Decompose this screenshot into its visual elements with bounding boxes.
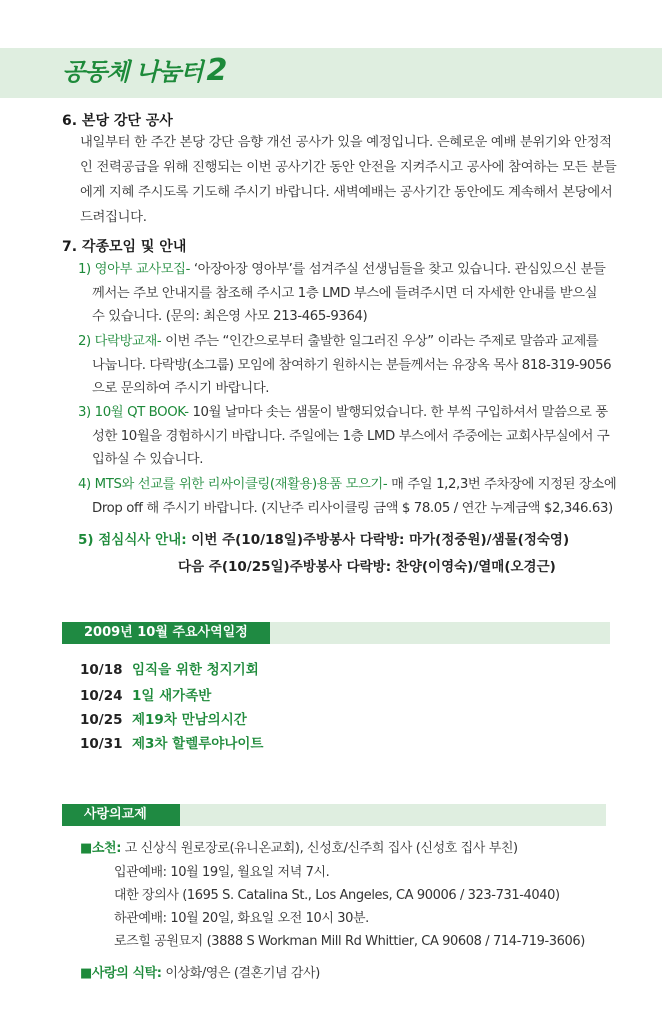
lunch-notice bbox=[78, 528, 569, 548]
section-6-body bbox=[80, 130, 620, 230]
funeral-detail: 입관예배: 10월 19일, 월요일 저녁 7시. bbox=[114, 865, 330, 880]
schedule-event: 제3차 할렐루야나이트 bbox=[132, 736, 264, 752]
notice-text: 입하실 수 있습니다. bbox=[92, 452, 204, 467]
section-6-line: 에게 지혜 주시도록 기도해 주시기 바랍니다. 새벽예배는 공사기간 동안에도 계속해서 본당에서 bbox=[80, 185, 613, 200]
notice-text: 께서는 주보 안내지를 참조해 주시고 1층 LMD 부스에 들려주시면 더 자세한 안내를 받으실 bbox=[92, 285, 598, 301]
love-header-bar bbox=[62, 804, 606, 826]
schedule-event: 임직을 위한 청지기회 bbox=[132, 662, 259, 678]
notice-item-1 bbox=[78, 258, 618, 329]
page-number: 2 bbox=[206, 53, 227, 88]
section-6-line: 내일부터 한 주간 본당 강단 음향 개선 공사가 있을 예정입니다. 은혜로운 예배 분위기와 안정적 bbox=[80, 135, 612, 150]
schedule-event: 제19차 만남의시간 bbox=[132, 712, 247, 728]
notice-text: Drop off 해 주시기 바랍니다. (지난주 리사이클링 금액 $ 78.05 / 연간 누계금액 $2,346.63) bbox=[92, 500, 613, 516]
notice-text: ‘아장아장 영아부’를 섬겨주실 선생님들을 찾고 있습니다. 관심있으신 분들 bbox=[190, 262, 606, 277]
page-title bbox=[62, 52, 226, 88]
notice-lead: 1) 영아부 교사모집- bbox=[78, 262, 191, 277]
schedule-date: 10/18 bbox=[80, 662, 123, 678]
notice-text: 수 있습니다. (문의: 최은영 사모 213-465-9364) bbox=[92, 309, 368, 324]
funeral-detail: 로즈힐 공원묘지 (3888 S Workman Mill Rd Whittier, CA 90608 / 714-719-3606) bbox=[114, 934, 585, 949]
notice-item-3 bbox=[78, 401, 618, 472]
notice-text: 이번 주는 “인간으로부터 출발한 일그러진 우상” 이라는 주제로 말씀과 교제를 bbox=[161, 334, 599, 349]
love-table-text: 이상화/영은 (결혼기념 감사) bbox=[161, 966, 320, 981]
lunch-lead: 5) 점심식사 안내: bbox=[78, 532, 187, 548]
schedule-row bbox=[80, 732, 263, 752]
funeral-detail: 대한 장의사 (1695 S. Catalina St., Los Angeles, CA 90006 / 323-731-4040) bbox=[114, 888, 560, 903]
schedule-row bbox=[80, 684, 211, 704]
schedule-header-bar bbox=[62, 622, 610, 644]
notice-lead: 4) MTS와 선교를 위한 리싸이클링(재활용)용품 모으기- bbox=[78, 477, 388, 492]
funeral-key: ■소천: bbox=[80, 841, 121, 856]
schedule-date: 10/24 bbox=[80, 688, 123, 704]
notice-text: 으로 문의하여 주시기 바랍니다. bbox=[92, 381, 270, 396]
schedule-row bbox=[80, 658, 259, 678]
page-title-text: 공동체 나눔터 bbox=[62, 58, 203, 86]
notice-text: 성한 10월을 경험하시기 바랍니다. 주일에는 1층 LMD 부스에서 주중에는 교회사무실에서 구 bbox=[92, 428, 610, 444]
notice-lead: 2) 다락방교재- bbox=[78, 334, 162, 349]
schedule-event: 1일 새가족반 bbox=[132, 688, 212, 704]
notice-item-2 bbox=[78, 330, 618, 401]
love-table-key: ■사랑의 식탁: bbox=[80, 966, 162, 981]
notice-text: 매 주일 1,2,3번 주차장에 지정된 장소에 bbox=[387, 477, 617, 492]
section-6-heading: 6. 본당 강단 공사 bbox=[62, 113, 173, 129]
love-table-notice bbox=[80, 962, 320, 981]
funeral-text: 고 신상식 원로장로(유니온교회), 신성호/신주희 집사 (신성호 집사 부친) bbox=[121, 841, 518, 856]
lunch-line-2: 다음 주(10/25일)주방봉사 다락방: 찬양(이영숙)/열매(오경근) bbox=[178, 559, 556, 575]
notice-text: 10월 날마다 솟는 샘물이 발행되었습니다. 한 부씩 구입하셔서 말씀으로 풍 bbox=[188, 405, 608, 420]
lunch-line: 이번 주(10/18일)주방봉사 다락방: 마가(정중원)/샘물(정숙영) bbox=[186, 532, 570, 548]
section-6-line: 인 전력공급을 위해 진행되는 이번 공사기간 동안 안전을 지켜주시고 공사에 참여하는 모든 분들 bbox=[80, 160, 617, 175]
schedule-row bbox=[80, 708, 247, 728]
love-title: 사랑의교제 bbox=[62, 804, 180, 826]
section-6-line: 드려집니다. bbox=[80, 210, 147, 225]
notice-item-4 bbox=[78, 473, 618, 520]
schedule-date: 10/31 bbox=[80, 736, 123, 752]
notice-lead: 3) 10월 QT BOOK- bbox=[78, 405, 189, 420]
notice-text: 나눕니다. 다락방(소그룹) 모임에 참여하기 원하시는 분들께서는 유장옥 목사 818-319-9056 bbox=[92, 357, 612, 373]
schedule-date: 10/25 bbox=[80, 712, 123, 728]
funeral-notice bbox=[80, 837, 518, 856]
section-7-heading: 7. 각종모임 및 안내 bbox=[62, 239, 187, 255]
funeral-detail: 하관예배: 10월 20일, 화요일 오전 10시 30분. bbox=[114, 911, 369, 926]
schedule-title: 2009년 10월 주요사역일정 bbox=[62, 622, 270, 644]
